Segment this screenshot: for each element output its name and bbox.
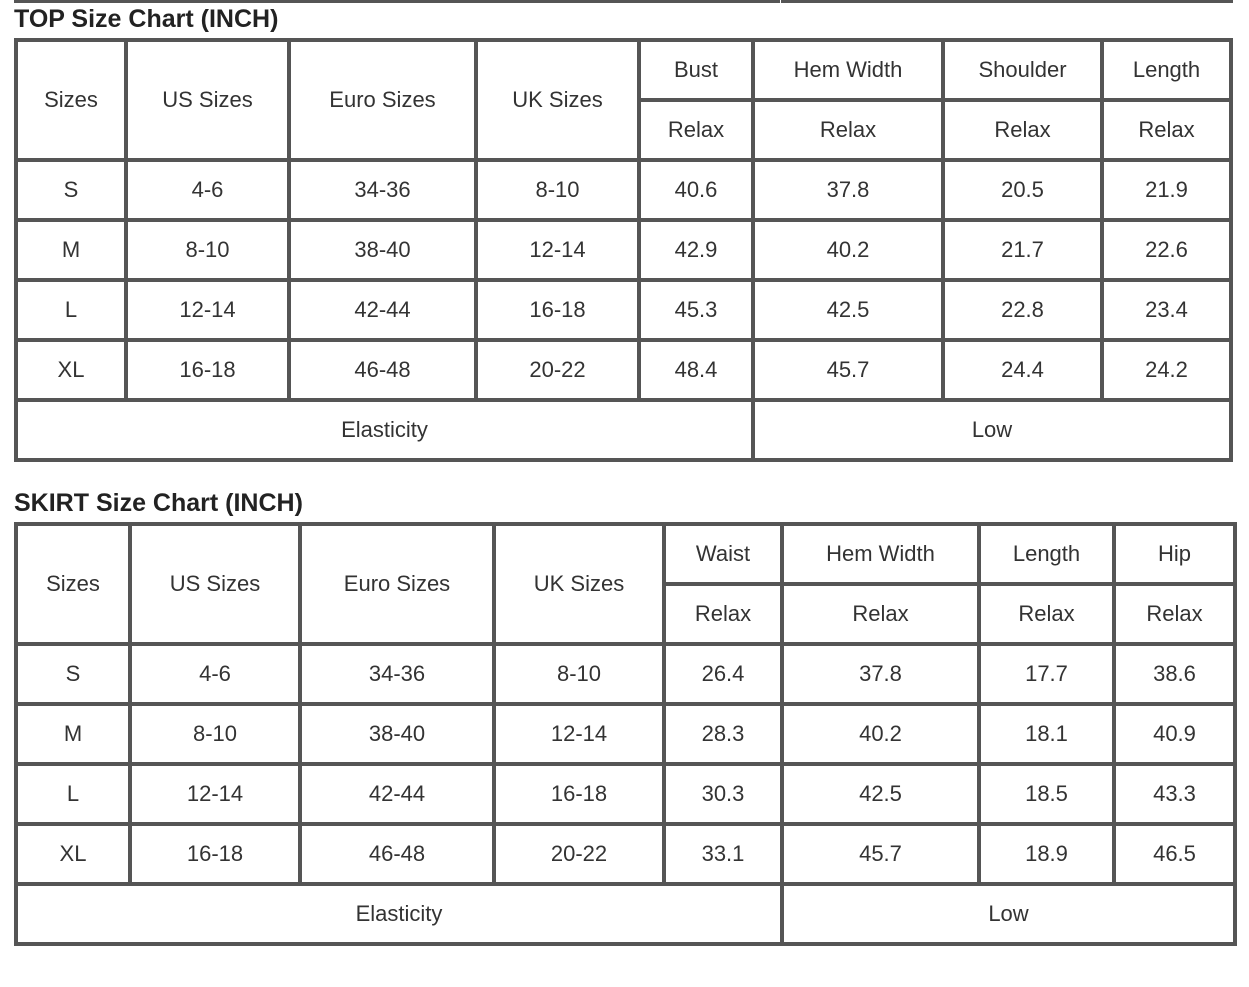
- header-sizes: Sizes: [16, 524, 130, 644]
- top-chart-title: TOP Size Chart (INCH): [14, 5, 279, 33]
- cell-length: 24.2: [1102, 340, 1231, 400]
- table-row: [16, 764, 1235, 824]
- elasticity-label: Elasticity: [16, 400, 753, 460]
- cell-length: 23.4: [1102, 280, 1231, 340]
- cell-size: M: [16, 220, 126, 280]
- header-length: Length: [1102, 40, 1231, 100]
- skirt-size-chart-table: [14, 522, 1237, 946]
- subheader-relax: Relax: [1102, 100, 1231, 160]
- subheader-relax: Relax: [979, 584, 1114, 644]
- elasticity-row: [16, 400, 1231, 460]
- header-length: Length: [979, 524, 1114, 584]
- cell-bust: 42.9: [639, 220, 753, 280]
- cell-us-size: 8-10: [130, 704, 300, 764]
- cell-us-size: 8-10: [126, 220, 289, 280]
- cell-uk-size: 20-22: [476, 340, 639, 400]
- cell-euro-size: 46-48: [300, 824, 494, 884]
- cell-euro-size: 38-40: [300, 704, 494, 764]
- cell-us-size: 4-6: [126, 160, 289, 220]
- cell-euro-size: 34-36: [300, 644, 494, 704]
- cell-uk-size: 12-14: [476, 220, 639, 280]
- skirt-chart-title: SKIRT Size Chart (INCH): [14, 489, 303, 517]
- header-sizes: Sizes: [16, 40, 126, 160]
- cell-size: XL: [16, 340, 126, 400]
- header-us-sizes: US Sizes: [130, 524, 300, 644]
- table-header-row: [16, 40, 1231, 100]
- cell-shoulder: 24.4: [943, 340, 1102, 400]
- header-uk-sizes: UK Sizes: [494, 524, 664, 644]
- cell-length: 18.1: [979, 704, 1114, 764]
- cell-waist: 28.3: [664, 704, 782, 764]
- cell-size: M: [16, 704, 130, 764]
- elasticity-value: Low: [753, 400, 1231, 460]
- cell-us-size: 4-6: [130, 644, 300, 704]
- header-euro-sizes: Euro Sizes: [300, 524, 494, 644]
- cell-us-size: 12-14: [126, 280, 289, 340]
- cell-us-size: 16-18: [130, 824, 300, 884]
- cell-hem-width: 37.8: [753, 160, 943, 220]
- cell-us-size: 12-14: [130, 764, 300, 824]
- cell-uk-size: 16-18: [476, 280, 639, 340]
- cell-us-size: 16-18: [126, 340, 289, 400]
- subheader-relax: Relax: [664, 584, 782, 644]
- cell-uk-size: 16-18: [494, 764, 664, 824]
- cell-shoulder: 21.7: [943, 220, 1102, 280]
- top-size-chart-table: [14, 38, 1233, 462]
- table-row: [16, 160, 1231, 220]
- cell-size: S: [16, 644, 130, 704]
- cell-length: 22.6: [1102, 220, 1231, 280]
- cell-hip: 40.9: [1114, 704, 1235, 764]
- cell-hem-width: 42.5: [753, 280, 943, 340]
- cell-hem-width: 37.8: [782, 644, 979, 704]
- cell-euro-size: 34-36: [289, 160, 476, 220]
- table-row: [16, 824, 1235, 884]
- cell-size: S: [16, 160, 126, 220]
- table-row: [16, 340, 1231, 400]
- table-header-row: [16, 524, 1235, 584]
- header-hem-width: Hem Width: [782, 524, 979, 584]
- top-divider: [14, 0, 1233, 3]
- cell-uk-size: 8-10: [494, 644, 664, 704]
- cell-size: XL: [16, 824, 130, 884]
- elasticity-label: Elasticity: [16, 884, 782, 944]
- cell-bust: 40.6: [639, 160, 753, 220]
- table-row: [16, 644, 1235, 704]
- cell-euro-size: 38-40: [289, 220, 476, 280]
- elasticity-row: [16, 884, 1235, 944]
- header-waist: Waist: [664, 524, 782, 584]
- header-bust: Bust: [639, 40, 753, 100]
- subheader-relax: Relax: [943, 100, 1102, 160]
- table-row: [16, 280, 1231, 340]
- cell-waist: 30.3: [664, 764, 782, 824]
- cell-hip: 43.3: [1114, 764, 1235, 824]
- cell-bust: 48.4: [639, 340, 753, 400]
- cell-length: 17.7: [979, 644, 1114, 704]
- cell-shoulder: 20.5: [943, 160, 1102, 220]
- cell-uk-size: 12-14: [494, 704, 664, 764]
- cell-euro-size: 42-44: [300, 764, 494, 824]
- cell-hip: 38.6: [1114, 644, 1235, 704]
- cell-length: 18.9: [979, 824, 1114, 884]
- header-euro-sizes: Euro Sizes: [289, 40, 476, 160]
- header-us-sizes: US Sizes: [126, 40, 289, 160]
- cell-hem-width: 40.2: [753, 220, 943, 280]
- cell-bust: 45.3: [639, 280, 753, 340]
- cell-hem-width: 45.7: [753, 340, 943, 400]
- cell-hem-width: 45.7: [782, 824, 979, 884]
- header-uk-sizes: UK Sizes: [476, 40, 639, 160]
- elasticity-value: Low: [782, 884, 1235, 944]
- cell-uk-size: 20-22: [494, 824, 664, 884]
- header-hip: Hip: [1114, 524, 1235, 584]
- cell-hip: 46.5: [1114, 824, 1235, 884]
- cell-size: L: [16, 764, 130, 824]
- cell-size: L: [16, 280, 126, 340]
- cell-euro-size: 42-44: [289, 280, 476, 340]
- cell-shoulder: 22.8: [943, 280, 1102, 340]
- cell-hem-width: 40.2: [782, 704, 979, 764]
- header-shoulder: Shoulder: [943, 40, 1102, 100]
- table-row: [16, 220, 1231, 280]
- header-hem-width: Hem Width: [753, 40, 943, 100]
- cell-euro-size: 46-48: [289, 340, 476, 400]
- subheader-relax: Relax: [1114, 584, 1235, 644]
- cell-uk-size: 8-10: [476, 160, 639, 220]
- cell-length: 18.5: [979, 764, 1114, 824]
- top-divider-tick: [780, 0, 781, 3]
- cell-waist: 33.1: [664, 824, 782, 884]
- cell-waist: 26.4: [664, 644, 782, 704]
- cell-length: 21.9: [1102, 160, 1231, 220]
- subheader-relax: Relax: [639, 100, 753, 160]
- subheader-relax: Relax: [753, 100, 943, 160]
- subheader-relax: Relax: [782, 584, 979, 644]
- cell-hem-width: 42.5: [782, 764, 979, 824]
- table-row: [16, 704, 1235, 764]
